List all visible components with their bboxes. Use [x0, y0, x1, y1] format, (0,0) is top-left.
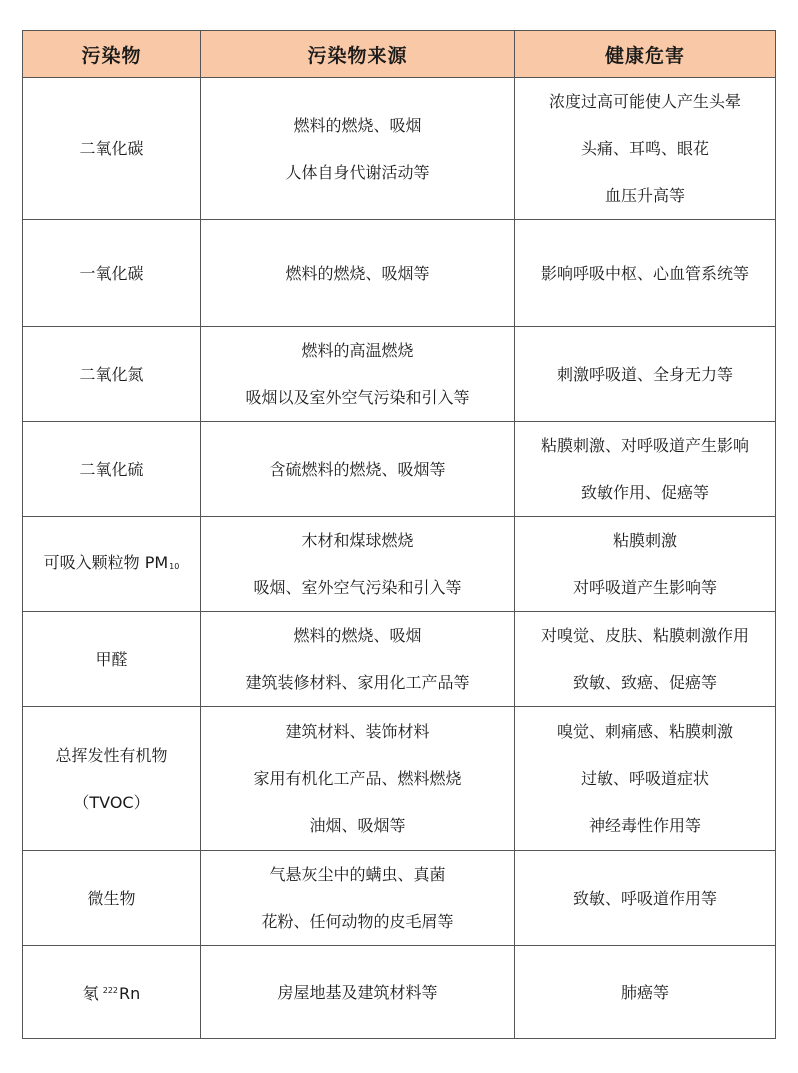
pollutant-cell	[23, 517, 201, 612]
harm-line: 致敏、呼吸道作用等	[572, 888, 717, 908]
header-harm: 健康危害	[515, 31, 776, 78]
header-pollutant: 污染物	[23, 31, 201, 78]
pollutant-name	[27, 967, 196, 1017]
source-line: 建筑材料、装饰材料	[285, 722, 430, 741]
table-row	[23, 220, 776, 327]
harm-cell	[515, 517, 776, 612]
harm-line: 粘膜刺激	[612, 531, 677, 550]
pollutant-name: （TVOC）	[73, 792, 150, 812]
table-row	[23, 78, 776, 220]
source-line: 花粉、任何动物的皮毛屑等	[261, 912, 454, 931]
pollution-table	[22, 30, 776, 1039]
harm-line: 过敏、呼吸道症状	[580, 769, 709, 788]
source-line: 含硫燃料的燃烧、吸烟等	[269, 459, 446, 479]
source-cell	[201, 707, 515, 851]
pollutant-name: 总挥发性有机物	[55, 745, 168, 765]
harm-cell	[515, 851, 776, 946]
source-line: 吸烟、室外空气污染和引入等	[253, 578, 462, 597]
harm-cell	[515, 946, 776, 1039]
pollutant-subscript: 10	[169, 561, 180, 571]
table-row	[23, 612, 776, 707]
harm-cell	[515, 422, 776, 517]
pollutant-cell	[23, 422, 201, 517]
harm-line: 对嗅觉、皮肤、粘膜刺激作用	[540, 626, 749, 645]
pollutant-name-main: 可吸入颗粒物 PM	[43, 552, 169, 572]
harm-line: 致敏作用、促癌等	[580, 483, 709, 502]
pollutant-cell	[23, 851, 201, 946]
harm-line: 刺激呼吸道、全身无力等	[556, 364, 733, 384]
source-line: 人体自身代谢活动等	[285, 162, 430, 182]
pollutant-cell	[23, 707, 201, 851]
source-cell	[201, 517, 515, 612]
pollutant-cell	[23, 327, 201, 422]
pollutant-cell	[23, 946, 201, 1039]
header-row	[23, 31, 776, 78]
source-cell	[201, 78, 515, 220]
source-line: 燃料的燃烧、吸烟等	[285, 263, 430, 283]
pollutant-name: 二氧化硫	[79, 459, 144, 479]
source-line: 气悬灰尘中的螨虫、真菌	[269, 865, 446, 884]
source-line: 建筑装修材料、家用化工产品等	[245, 673, 470, 692]
pollutant-name: 一氧化碳	[79, 263, 144, 283]
harm-line: 对呼吸道产生影响等	[572, 578, 717, 597]
source-line: 燃料的燃烧、吸烟	[293, 626, 422, 645]
table-row	[23, 707, 776, 851]
pollutant-cell	[23, 220, 201, 327]
source-cell	[201, 422, 515, 517]
harm-cell	[515, 707, 776, 851]
pollutant-name: 微生物	[87, 888, 136, 908]
harm-line: 致敏、致癌、促癌等	[572, 673, 717, 692]
harm-cell	[515, 220, 776, 327]
source-line: 房屋地基及建筑材料等	[277, 982, 438, 1002]
source-line: 燃料的高温燃烧	[301, 341, 414, 360]
harm-cell	[515, 327, 776, 422]
source-cell	[201, 220, 515, 327]
pollutant-name: 甲醛	[95, 649, 128, 669]
pollutant-name	[27, 539, 196, 590]
table-row	[23, 851, 776, 946]
harm-line: 影响呼吸中枢、心血管系统等	[540, 263, 749, 283]
harm-line: 嗅觉、刺痛感、粘膜刺激	[556, 722, 733, 741]
harm-cell	[515, 612, 776, 707]
pollutant-name: 二氧化氮	[79, 364, 144, 384]
source-line: 油烟、吸烟等	[309, 816, 406, 835]
source-line: 吸烟以及室外空气污染和引入等	[245, 388, 470, 407]
source-line: 木材和煤球燃烧	[301, 531, 414, 550]
table-row	[23, 946, 776, 1039]
source-line: 家用有机化工产品、燃料燃烧	[253, 769, 462, 788]
pollutant-name-tail: Rn	[119, 984, 141, 1003]
source-cell	[201, 612, 515, 707]
pollutant-cell	[23, 612, 201, 707]
harm-line: 血压升高等	[604, 186, 685, 205]
harm-line: 浓度过高可能使人产生头晕	[548, 92, 741, 111]
harm-line: 神经毒性作用等	[588, 816, 701, 835]
pollutant-name-main: 氡	[82, 984, 99, 1003]
header-source: 污染物来源	[201, 31, 515, 78]
pollutant-superscript: 222	[102, 986, 119, 995]
harm-line: 头痛、耳鸣、眼花	[580, 139, 709, 158]
harm-cell	[515, 78, 776, 220]
source-cell	[201, 946, 515, 1039]
pollutant-name: 二氧化碳	[79, 139, 144, 158]
pollutant-cell	[23, 78, 201, 220]
source-line: 燃料的燃烧、吸烟	[293, 115, 422, 135]
source-cell	[201, 851, 515, 946]
harm-line: 粘膜刺激、对呼吸道产生影响	[540, 436, 749, 455]
source-cell	[201, 327, 515, 422]
table-row	[23, 422, 776, 517]
table-row	[23, 517, 776, 612]
harm-line: 肺癌等	[620, 982, 669, 1002]
table-row	[23, 327, 776, 422]
